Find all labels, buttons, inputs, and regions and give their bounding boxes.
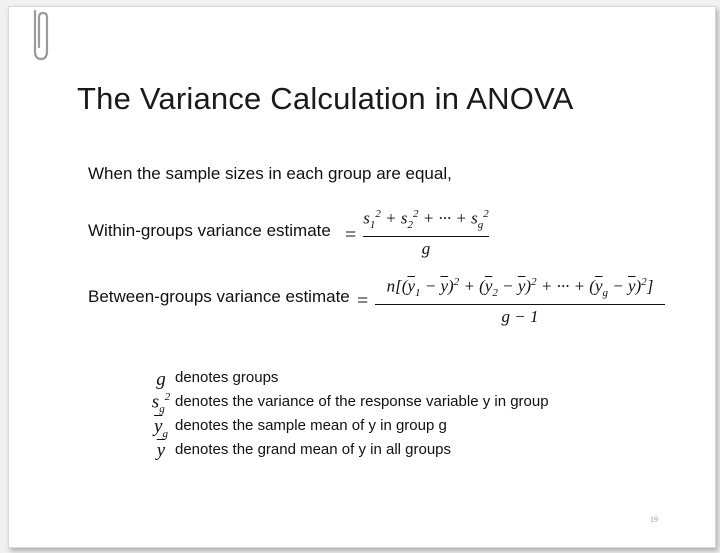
within-label: Within-groups variance estimate — [88, 221, 331, 240]
legend-symbol-grand-mean: $\overline{y}$ — [156, 440, 166, 461]
slide — [8, 6, 716, 548]
legend-symbol-group-mean: $\overline{y}_g$ — [154, 416, 168, 440]
legend-text-variance: denotes the variance of the response variable y in group — [175, 393, 549, 410]
between-formula: $n[(\overline{y}_1 - \overline{y})^2 + (\overline{y}_2 - \overline{y})^2$ + ··· + $(\overline{y}_g - \overline{y})^2$] g − 1 — [375, 271, 665, 329]
within-equals: = — [345, 224, 357, 246]
legend-symbol-variance: $s_g^2$ — [151, 391, 171, 416]
intro-text: When the sample sizes in each group are equal, — [88, 164, 452, 183]
paperclip-icon — [27, 7, 53, 65]
legend-text-group-mean: denotes the sample mean of y in group g — [175, 417, 447, 434]
legend-text-grand-mean: denotes the grand mean of y in all groups — [175, 441, 452, 458]
between-label: Between-groups variance estimate — [88, 287, 350, 306]
between-equals: = — [357, 290, 369, 312]
page-number: 19 — [650, 515, 658, 524]
within-formula: $s_1^2 + s_2^2$ + ··· + $s_g^2$ g — [363, 208, 489, 259]
legend-text-groups: denotes groups — [175, 369, 279, 386]
legend-symbol-g: g — [156, 369, 166, 390]
slide-title: The Variance Calculation in ANOVA — [77, 81, 574, 116]
